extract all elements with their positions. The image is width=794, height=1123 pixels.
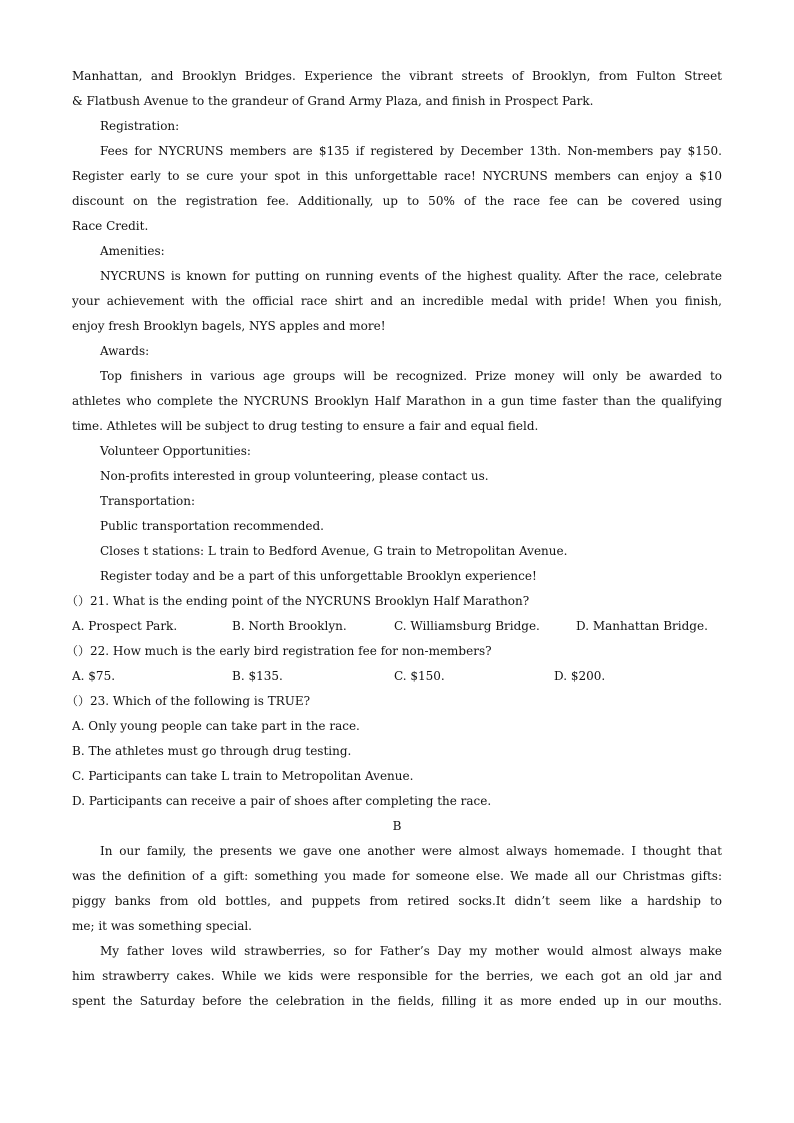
question-22-stem: （）22. How much is the early bird registration fee for non-members? [66,644,492,658]
volunteer-heading: Volunteer Opportunities: [100,444,251,458]
question-23 [66,689,722,814]
passage-b-p2-line-1: My father loves wild strawberries, so for Father’s Day my mother would almost always make [100,944,722,958]
registration-line-2: Register early to se cure your spot in this unforgettable race! NYCRUNS members can enjoy a $10 [72,169,722,183]
passage-b-p1-line-4: me; it was something special. [72,919,252,933]
transportation-line-2: Closes t stations: L train to Bedford Avenue, G train to Metropolitan Avenue. [100,544,568,558]
document-page [66,64,722,1014]
option-23-a: A. Only young people can take part in the race. [72,719,360,733]
passage-b [72,814,722,1014]
passage-b-label: B [392,819,402,833]
option-22-b: B. $135. [232,669,283,683]
passage-b-p1-line-2: was the definition of a gift: something you made for someone else. We made all our Christmas gifts: [72,869,722,883]
transportation-line-1: Public transportation recommended. [100,519,324,533]
passage-b-p2-line-2: him strawberry cakes. While we kids were responsible for the berries, we each got an old jar and [72,969,722,983]
amenities-heading: Amenities: [100,244,165,258]
option-22-c: C. $150. [394,669,445,683]
option-23-b: B. The athletes must go through drug testing. [72,744,352,758]
awards-line-2: athletes who complete the NYCRUNS Brooklyn Half Marathon in a gun time faster than the qualifying [72,394,722,408]
passage-b-p2-line-3: spent the Saturday before the celebration in the fields, filling it as more ended up in our mouths. [72,994,722,1008]
passage-b-p1-line-3: piggy banks from old bottles, and puppets from retired socks.It didn’t seem like a hardship to [72,894,722,908]
volunteer-text: Non-profits interested in group volunteering, please contact us. [100,469,489,483]
amenities-line-3: enjoy fresh Brooklyn bagels, NYS apples and more! [72,319,386,333]
option-22-d: D. $200. [554,669,606,683]
registration-line-4: Race Credit. [72,219,149,233]
amenities-line-1: NYCRUNS is known for putting on running events of the highest quality. After the race, celebrate [100,269,722,283]
passage-b-p1-line-1: In our family, the presents we gave one another were almost always homemade. I thought that [100,844,722,858]
option-21-c: C. Williamsburg Bridge. [394,619,540,633]
registration-line-3: discount on the registration fee. Additionally, up to 50% of the race fee can be covered using [72,194,722,208]
question-22-options [72,664,722,689]
closing-line: Register today and be a part of this unforgettable Brooklyn experience! [100,569,537,583]
option-21-a: A. Prospect Park. [72,619,178,633]
question-21 [66,589,722,639]
option-21-b: B. North Brooklyn. [232,619,347,633]
route-text-line-2: & Flatbush Avenue to the grandeur of Grand Army Plaza, and finish in Prospect Park. [72,94,594,108]
awards-line-3: time. Athletes will be subject to drug testing to ensure a fair and equal field. [72,419,539,433]
awards-heading: Awards: [100,344,150,358]
route-text-line-1: Manhattan, and Brooklyn Bridges. Experience the vibrant streets of Brooklyn, from Fulton Street [72,69,722,83]
question-21-stem: （）21. What is the ending point of the NYCRUNS Brooklyn Half Marathon? [66,594,530,608]
option-23-d: D. Participants can receive a pair of shoes after completing the race. [72,794,492,808]
question-22 [66,639,722,689]
awards-line-1: Top finishers in various age groups will be recognized. Prize money will only be awarded to [100,369,722,383]
amenities-line-2: your achievement with the official race shirt and an incredible medal with pride! When you finish, [72,294,722,308]
option-22-a: A. $75. [72,669,116,683]
registration-heading: Registration: [100,119,180,133]
registration-line-1: Fees for NYCRUNS members are $135 if registered by December 13th. Non-members pay $150. [100,144,722,158]
passage-a [72,64,722,589]
option-23-c: C. Participants can take L train to Metropolitan Avenue. [72,769,414,783]
transportation-heading: Transportation: [100,494,196,508]
option-21-d: D. Manhattan Bridge. [576,619,708,633]
question-23-stem: （）23. Which of the following is TRUE? [66,694,311,708]
question-21-options [72,614,722,639]
